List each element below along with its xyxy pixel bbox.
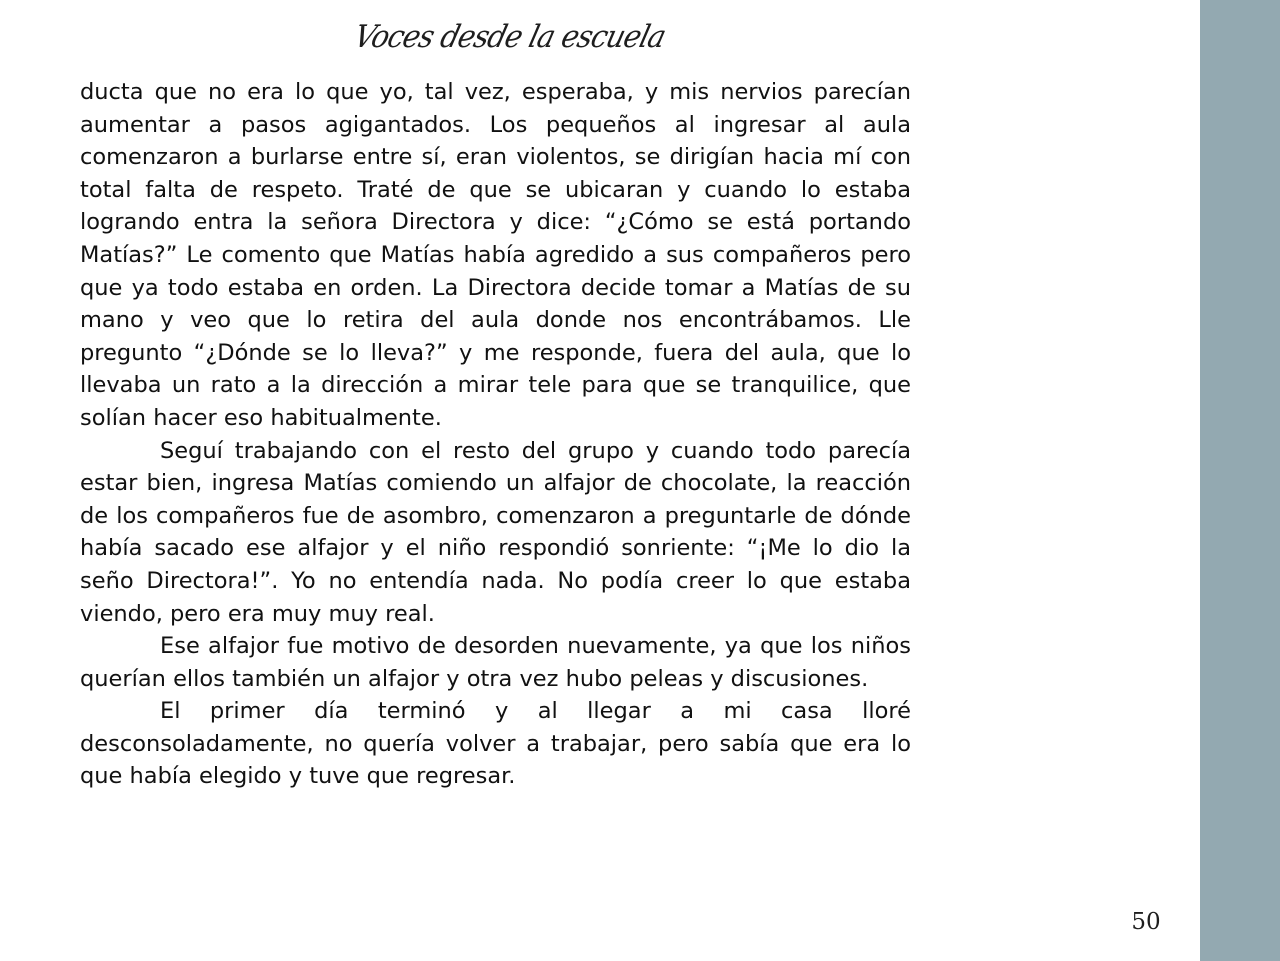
page-number: 50 [1131, 909, 1161, 935]
paragraph-3: Ese alfajor fue motivo de desorden nuevamente, ya que los niños querían ellos también un alfajor y otra vez hubo peleas y discusiones. [80, 633, 911, 692]
paragraph-2: Seguí trabajando con el resto del grupo y cuando todo parecía estar bien, ingresa Matías comiendo un alfajor de chocolate, la reacción de los compañeros fue de asombro, comenzaron a preguntarle de dónde había sacado ese alfajor y el niño respondió sonriente: “¡Me lo dio la seño Directora!”. Yo no entendía nada. No podía creer lo que estaba viendo, pero era muy muy real. [80, 437, 911, 627]
paragraph-4: El primer día terminó y al llegar a mi casa lloré desconsoladamente, no quería volver a trabajar, pero sabía que era lo que había elegido y tuve que regresar. [80, 698, 911, 790]
running-header-title: Voces desde la escuela [350, 19, 669, 55]
side-color-band [1200, 0, 1280, 961]
paragraph-1: ducta que no era lo que yo, tal vez, esperaba, y mis nervios parecían aumentar a pasos agigantados. Los pequeños al ingresar al aula comenzaron a burlarse entre sí, eran violentos, se dirigían hacia mí con total falta de respeto. Traté de que se ubicaran y cuando lo estaba logrando entra la señora Directora y dice: “¿Cómo se está portando Matías?” Le comento que Matías había agredido a sus compañeros pero que ya todo estaba en orden. La Directora decide tomar a Matías de su mano y veo que lo retira del aula donde nos encontrábamos. Lle pregunto “¿Dónde se lo lleva?” y me responde, fuera del aula, que lo llevaba un rato a la dirección a mirar tele para que se tranquilice, que solían hacer eso habitualmente. [80, 79, 911, 431]
body-text [80, 76, 911, 866]
